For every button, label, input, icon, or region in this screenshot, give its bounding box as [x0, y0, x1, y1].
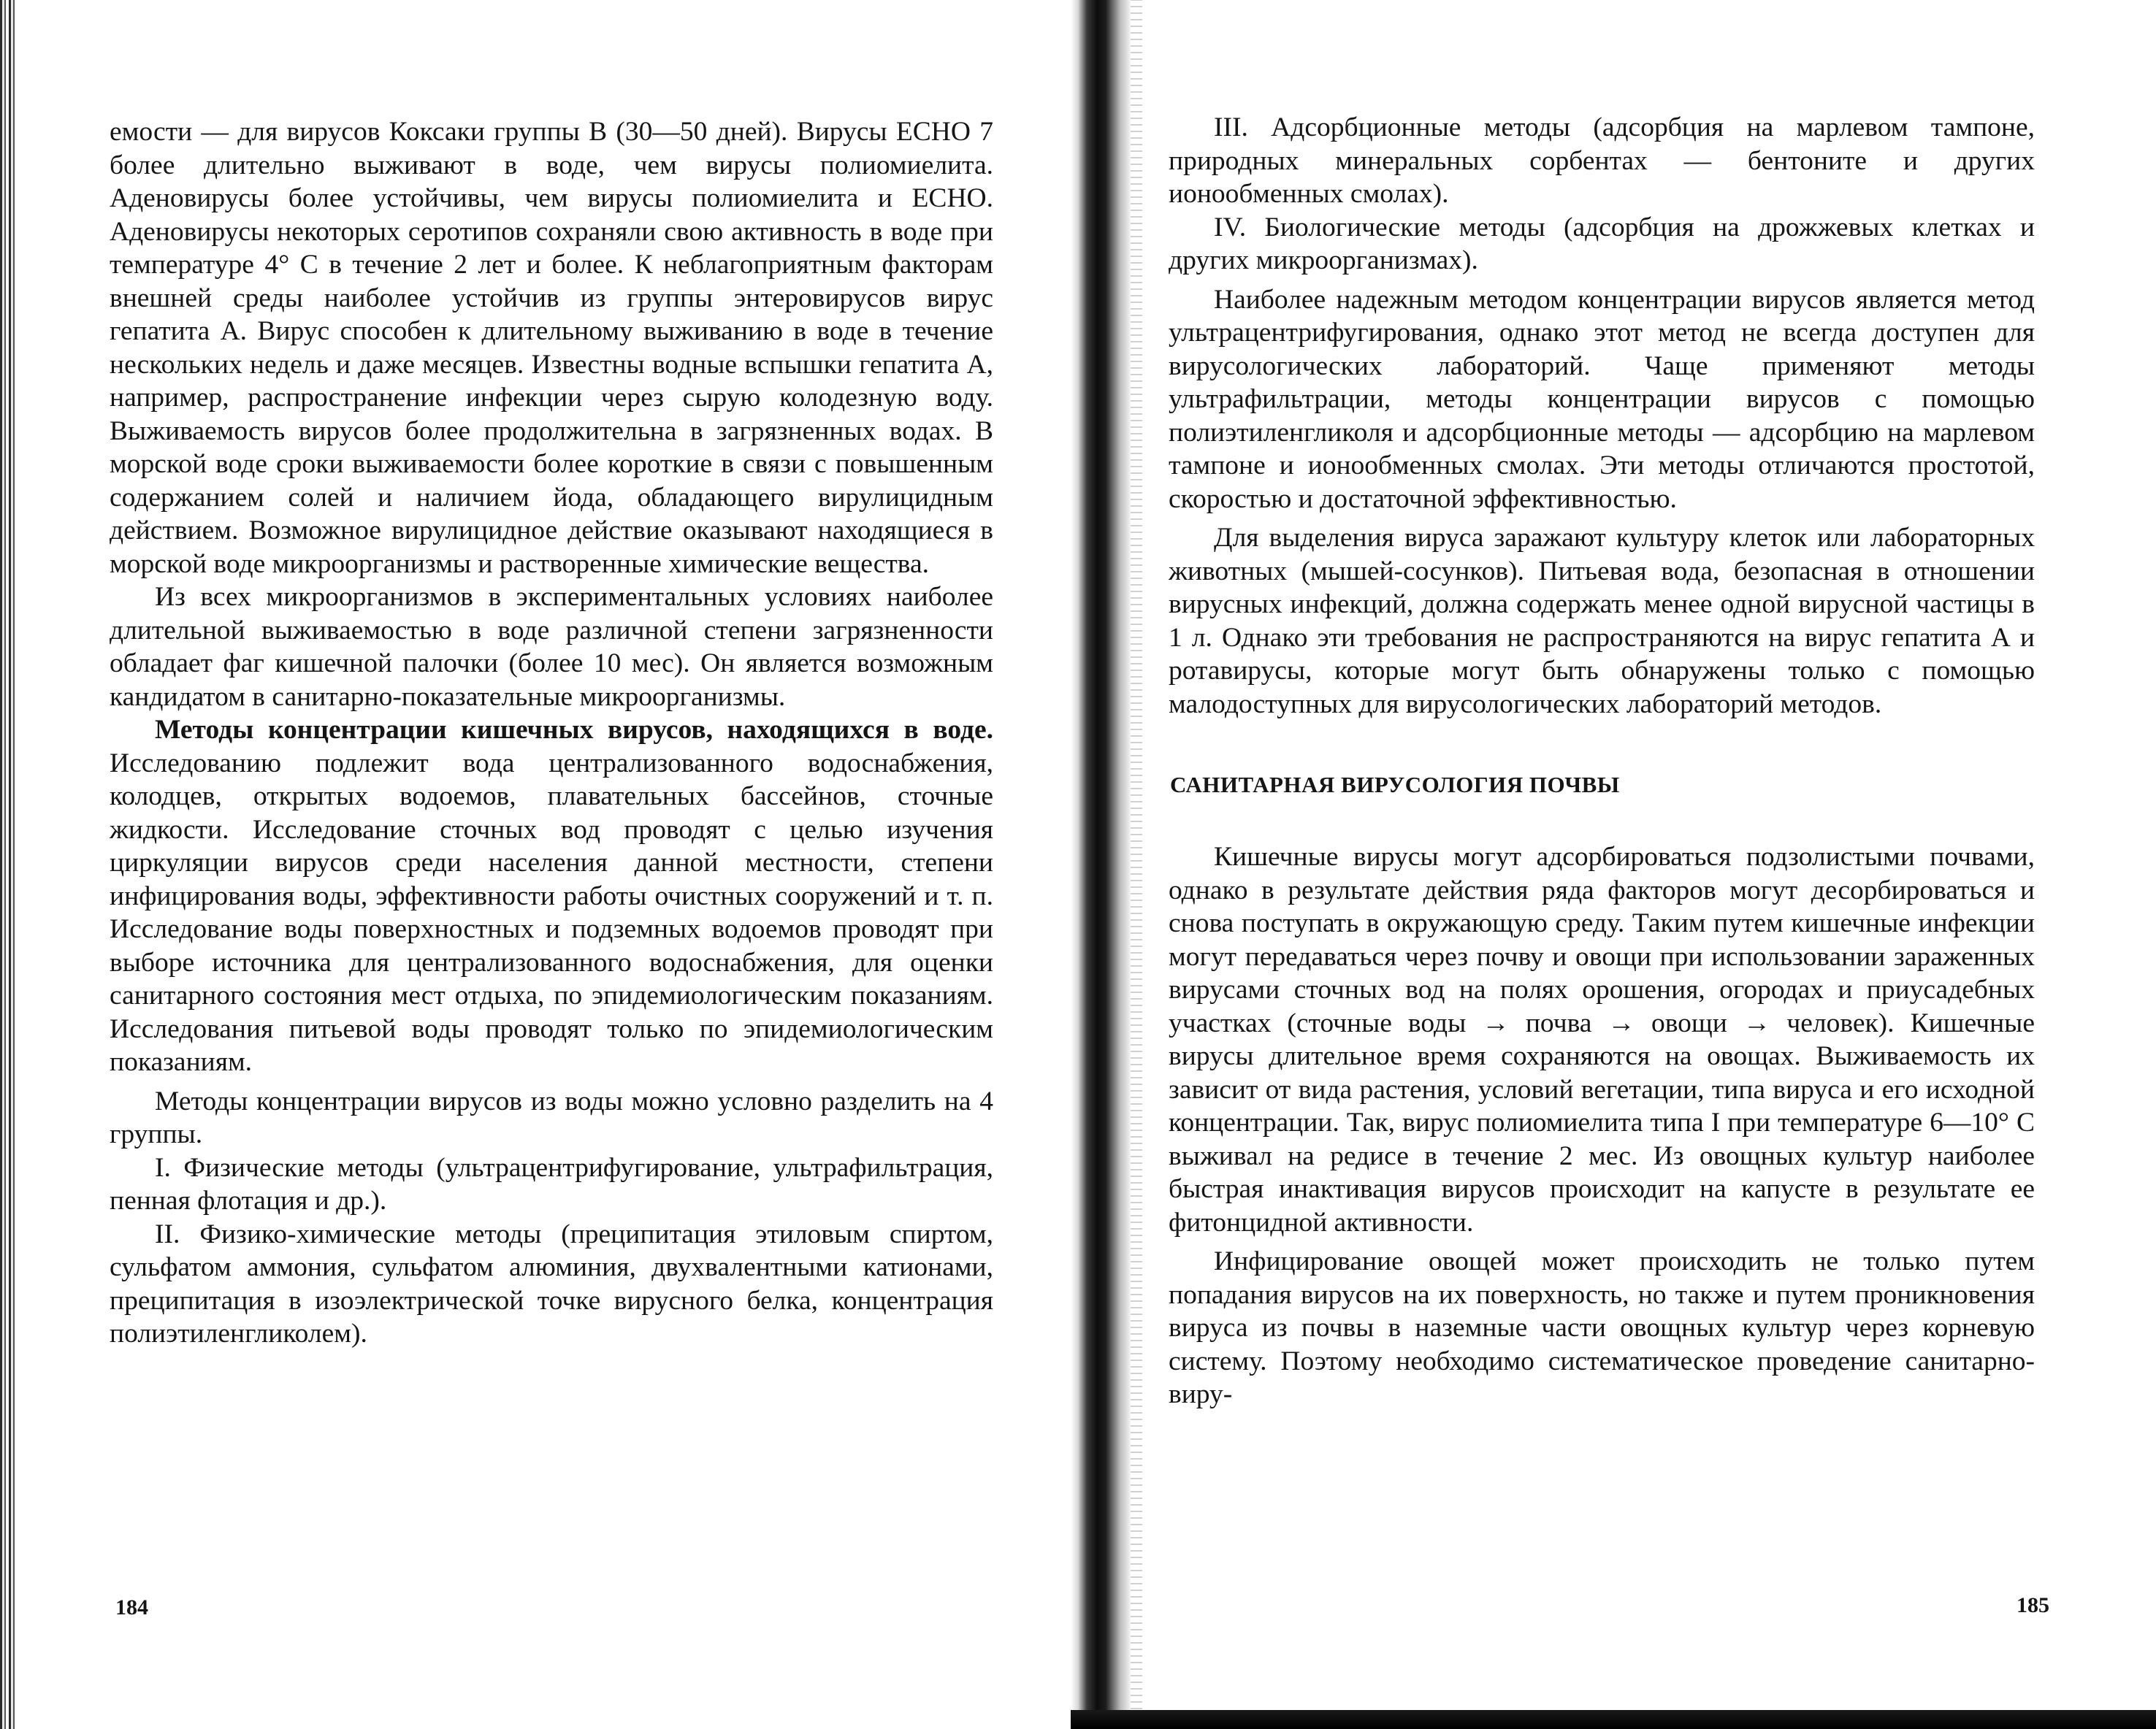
section-heading: САНИТАРНАЯ ВИРУСОЛОГИЯ ПОЧВЫ: [1170, 772, 1620, 797]
page-number: 185: [2017, 1593, 2049, 1617]
gutter-shadow: [1131, 0, 1142, 1729]
paragraph-text: Исследованию подлежит вода централизованного водоснабжения, колодцев, открытых водоемов, плавательных бассейнов, сточные жидкости. Исследование сточных вод проводят с целью изучения циркуляции вирусов среди населения данной местности, степени инфицирования воды, эффективности работы очистных сооружений и т. п. Исследование воды поверхностных и подземных водоемов проводят при выборе источника для централизованного водоснабжения, для оценки санитарного состояния мест отдыха, по эпидемиологическим показаниям. Исследования питьевой воды проводят только по эпидемиологическим показаниям.: [110, 748, 993, 1077]
paragraph: емости — для вирусов Коксаки группы В (30—50 дней). Вирусы ЕСНО 7 более длительно выживают в воде, чем вирусы полиомиелита. Аденовирусы более устойчивы, чем вирусы полиомиелита и ЕСНО. Аденовирусы некоторых серотипов сохраняли свою активность в воде при температуре 4° С в течение 2 лет и более. К неблагоприятным факторам внешней среды наиболее устойчив из группы энтеровирусов вирус гепатита А. Вирус способен к длительному выживанию в воде в течение нескольких недель и даже месяцев. Известны водные вспышки гепатита А, например, распространение инфекции через сырую колодезную воду. Выживаемость вирусов более продолжительна в загрязненных водах. В морской воде сроки выживаемости более короткие в связи с повышенным содержанием солей и наличием йода, обладающего вирулицидным действием. Возможное вирулицидное действие оказывают находящиеся в морской воде микроорганизмы и растворенные химические вещества.: [110, 117, 993, 579]
inline-bold-heading: Методы концентрации кишечных вирусов, находящихся в воде.: [155, 715, 993, 745]
paragraph: Инфицирование овощей может происходить не только путем попадания вирусов на их поверхность, но также и путем проникновения вируса из почвы в наземные части овощных культур через корневую систему. Поэтому необходимо систематическое проведение санитарно-виру-: [1169, 1246, 2035, 1409]
list-item: IV. Биологические методы (адсорбция на дрожжевых клетках и других микроорганизмах).: [1169, 212, 2035, 275]
list-item: II. Физико-химические методы (преципитация этиловым спиртом, сульфатом аммония, сульфатом алюминия, двухвалентными катионами, преципитация в изоэлектрической точке вирусного белка, концентрация полиэтиленгликолем).: [110, 1219, 993, 1349]
paragraph-with-heading: [110, 713, 993, 1079]
book-gutter: [1071, 0, 1131, 1729]
left-page: [110, 0, 993, 1709]
scan-bottom-edge: [1071, 1710, 2156, 1729]
right-page-text: [1169, 111, 2035, 1411]
paragraph: Наиболее надежным методом концентрации вирусов является метод ультрацентрифугирования, однако этот метод не всегда доступен для вирусологических лабораторий. Чаще применяют методы ультрафильтрации, методы концентрации вирусов с помощью полиэтиленгликоля и адсорбционные методы — адсорбцию на марлевом тампоне и ионообменных смолах. Эти методы отличаются простотой, скоростью и достаточной эффективностью.: [1169, 284, 2035, 514]
list-item: III. Адсорбционные методы (адсорбция на марлевом тампоне, природных минеральных сорбентах — бентоните и других ионообменных смолах).: [1169, 112, 2035, 209]
paragraph: Кишечные вирусы могут адсорбироваться подзолистыми почвами, однако в результате действия ряда факторов могут десорбироваться и снова поступать в окружающую среду. Таким путем кишечные инфекции могут передаваться через почву и овощи при использовании зараженных вирусами сточных вод на полях орошения, огородах и приусадебных участках (сточные воды → почва → овощи → человек). Кишечные вирусы длительное время сохраняются на овощах. Выживаемость их зависит от вида растения, условий вегетации, типа вируса и его исходной концентрации. Так, вирус полиомиелита типа I при температуре 6—10° С выживал на редисе в течение 2 мес. Из овощных культур наиболее быстрая инактивация вирусов происходит на капусте в результате ее фитонцидной активности.: [1169, 842, 2035, 1238]
paragraph: Из всех микроорганизмов в экспериментальных условиях наиболее длительной выживаемостью в воде различной степени загрязненности обладает фаг кишечной палочки (более 10 мес). Он является возможным кандидатом в санитарно-показательные микроорганизмы.: [110, 582, 993, 712]
right-page: [1169, 0, 2049, 1709]
left-page-text: [110, 115, 993, 1351]
left-page-edge: [0, 0, 18, 1729]
page-number: 184: [115, 1595, 148, 1619]
list-item: I. Физические методы (ультрацентрифугирование, ультрафильтрация, пенная флотация и др.).: [110, 1152, 993, 1216]
paragraph: Для выделения вируса заражают культуру клеток или лабораторных животных (мышей-сосунков). Питьевая вода, безопасная в отношении вирусных инфекций, должна содержать менее одной вирусной частицы в 1 л. Однако эти требования не распространяются на вирус гепатита А и ротавирусы, которые могут быть обнаружены только с помощью малодоступных для вирусологических лабораторий методов.: [1169, 523, 2035, 719]
paragraph: Методы концентрации вирусов из воды можно условно разделить на 4 группы.: [110, 1086, 993, 1149]
